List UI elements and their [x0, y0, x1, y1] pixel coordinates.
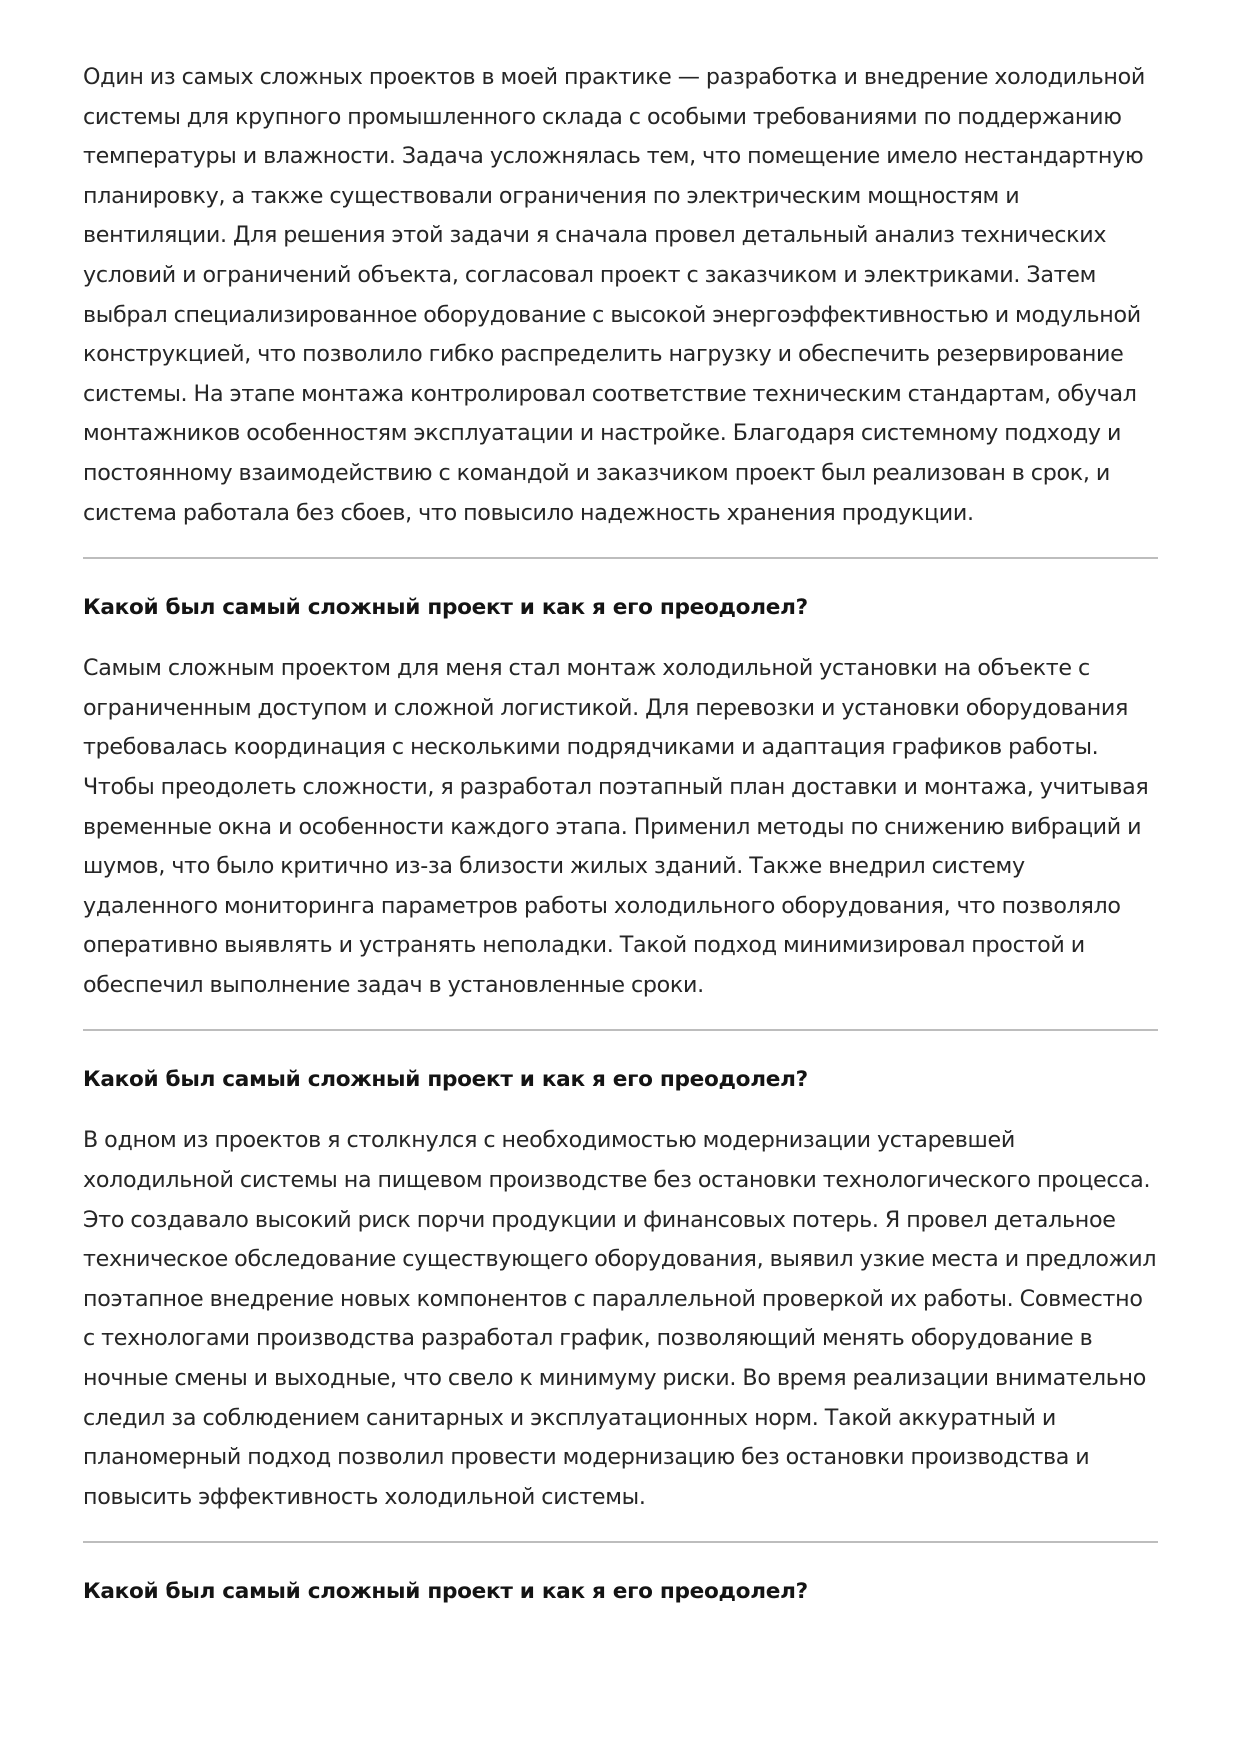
document-page [83, 58, 1158, 1607]
answer-paragraph-1: Один из самых сложных проектов в моей практике — разработка и внедрение холодильной системы для крупного промышленного склада с особыми требованиями по поддержанию температуры и влажности. Задача усложнялась тем, что помещение имело нестандартную планировку, а также существовали ограничения по электрическим мощностям и вентиляции. Для решения этой задачи я сначала провел детальный анализ технических условий и ограничений объекта, согласовал проект с заказчиком и электриками. Затем выбрал специализированное оборудование с высокой энергоэффективностью и модульной конструкцией, что позволило гибко распределить нагрузку и обеспечить резервирование системы. На этапе монтажа контролировал соответствие техническим стандартам, обучал монтажников особенностям эксплуатации и настройке. Благодаря системному подходу и постоянному взаимодействию с командой и заказчиком проект был реализован в срок, и система работала без сбоев, что повысило надежность хранения продукции. [83, 64, 1146, 526]
question-heading-1: Какой был самый сложный проект и как я его преодолел? [83, 595, 808, 621]
question-heading-2: Какой был самый сложный проект и как я его преодолел? [83, 1067, 808, 1093]
question-heading-3: Какой был самый сложный проект и как я его преодолел? [83, 1579, 808, 1605]
answer-paragraph-2: Самым сложным проектом для меня стал монтаж холодильной установки на объекте с ограниченным доступом и сложной логистикой. Для перевозки и установки оборудования требовалась координация с несколькими подрядчиками и адаптация графиков работы. Чтобы преодолеть сложности, я разработал поэтапный план доставки и монтажа, учитывая временные окна и особенности каждого этапа. Применил методы по снижению вибраций и шумов, что было критично из-за близости жилых зданий. Также внедрил систему удаленного мониторинга параметров работы холодильного оборудования, что позволяло оперативно выявлять и устранять неполадки. Такой подход минимизировал простой и обеспечил выполнение задач в установленные сроки. [83, 655, 1149, 998]
answer-paragraph-3: В одном из проектов я столкнулся с необходимостью модернизации устаревшей холодильной системы на пищевом производстве без остановки технологического процесса. Это создавало высокий риск порчи продукции и финансовых потерь. Я провел детальное техническое обследование существующего оборудования, выявил узкие места и предложил поэтапное внедрение новых компонентов с параллельной проверкой их работы. Совместно с технологами производства разработал график, позволяющий менять оборудование в ночные смены и выходные, что свело к минимуму риски. Во время реализации внимательно следил за соблюдением санитарных и эксплуатационных норм. Такой аккуратный и планомерный подход позволил провести модернизацию без остановки производства и повысить эффективность холодильной системы. [83, 1127, 1157, 1510]
